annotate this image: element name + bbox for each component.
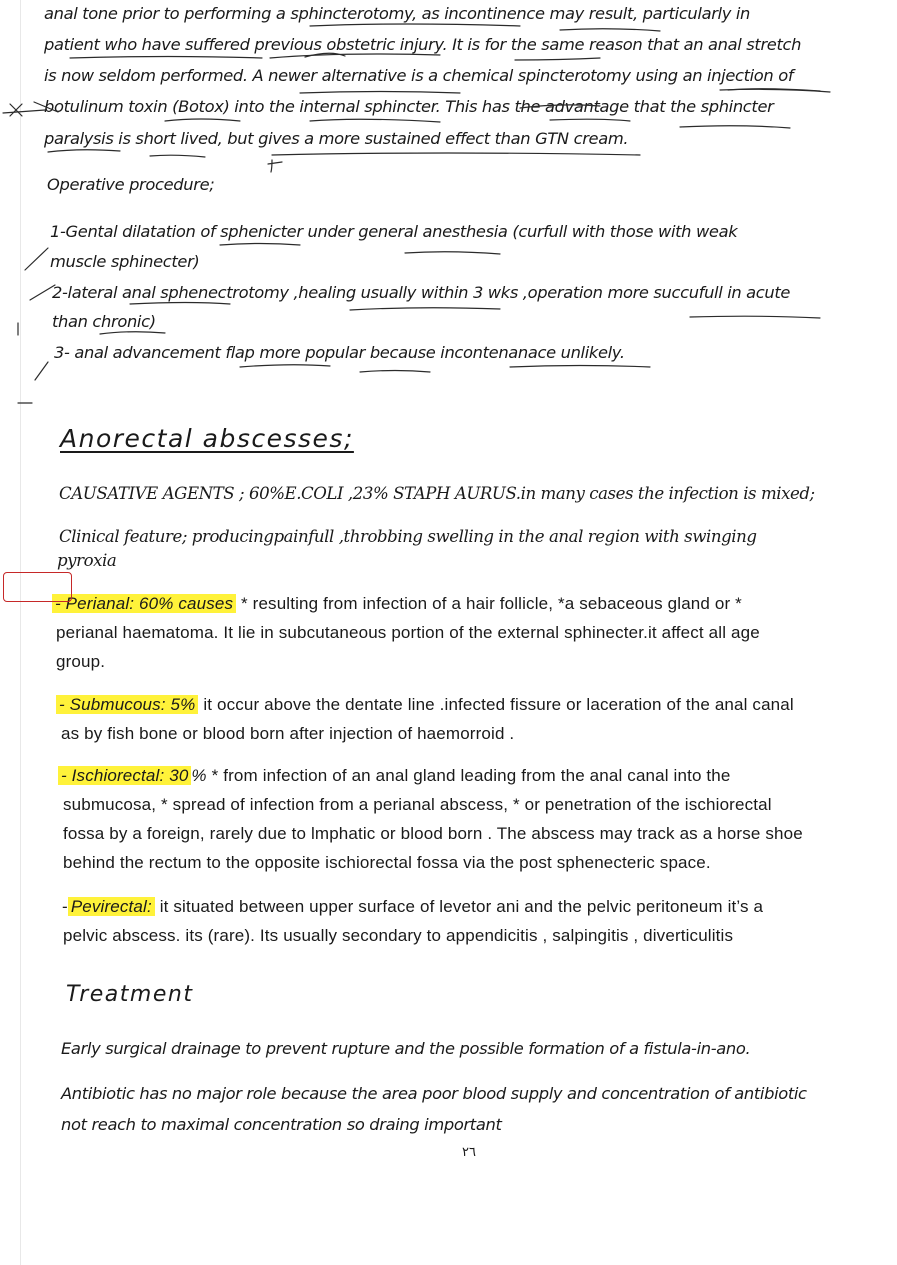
pelvirectal-line-1 — [62, 897, 763, 917]
perianal-line-1 — [52, 594, 742, 614]
operative-heading: Operative procedure; — [47, 175, 215, 194]
operative-item-2-line-2: than chronic) — [52, 312, 156, 331]
ischiorectal-text: * from infection of an anal gland leading from the anal canal into the — [211, 766, 731, 785]
pelvirectal-text: it situated between upper surface of levetor ani and the pelvic peritoneum it’s a — [159, 897, 764, 916]
clinical-feature-line-2: pyroxia — [57, 551, 117, 570]
top-paragraph-line-2: patient who have suffered previous obstetric injury. It is for the same reason that an anal stretch — [44, 35, 802, 54]
ischiorectal-line-2: submucosa, * spread of infection from a perianal abscess, * or penetration of the ischiorectal — [63, 795, 772, 814]
top-paragraph-line-4: botulinum toxin (Botox) into the internal sphincter. This has the advantage that the sphincter — [44, 97, 774, 116]
ischiorectal-highlight: - Ischiorectal: 30 — [58, 766, 191, 785]
submucous-line-2: as by fish bone or blood born after injection of haemorroid . — [61, 724, 515, 743]
top-paragraph-line-5: paralysis is short lived, but gives a more sustained effect than GTN cream. — [44, 129, 629, 148]
page-edge — [20, 0, 21, 1265]
annotation-box — [3, 572, 72, 602]
ischiorectal-percent: % — [191, 766, 207, 785]
ischiorectal-line-1 — [58, 766, 731, 786]
treatment-title: Treatment — [66, 982, 194, 1007]
abscess-title: Anorectal abscesses; — [60, 424, 354, 453]
top-paragraph-line-3: is now seldom performed. A newer alternative is a chemical spincterotomy using an injection of — [44, 66, 794, 85]
perianal-line-3: group. — [56, 652, 106, 671]
page-number: ٢٦ — [462, 1145, 476, 1160]
pelvirectal-highlight: Pevirectal: — [68, 897, 155, 916]
perianal-text: * resulting from infection of a hair follicle, *a sebaceous gland or * — [241, 594, 742, 613]
pelvirectal-dash: - — [62, 897, 68, 916]
clinical-feature-line-1: Clinical feature; producingpainfull ,throbbing swelling in the anal region with swinging — [59, 527, 757, 546]
pelvirectal-line-2: pelvic abscess. its (rare). Its usually secondary to appendicitis , salpingitis , diverticulitis — [63, 926, 734, 945]
perianal-highlight: - Perianal: 60% causes — [52, 594, 236, 613]
operative-item-3: 3- anal advancement flap more popular because incontenanace unlikely. — [54, 343, 625, 362]
ischiorectal-line-4: behind the rectum to the opposite ischiorectal fossa via the post sphenecteric space. — [63, 853, 711, 872]
ischiorectal-line-3: fossa by a foreign, rarely due to lmphatic or blood born . The abscess may track as a horse shoe — [63, 824, 803, 843]
perianal-line-2: perianal haematoma. It lie in subcutaneous portion of the external sphinecter.it affect all age — [56, 623, 760, 642]
operative-item-2-line-1: 2-lateral anal sphenectrotomy ,healing usually within 3 wks ,operation more succufull in acute — [52, 283, 791, 302]
operative-item-1-line-2: muscle sphinecter) — [50, 252, 200, 271]
treatment-paragraph-2-line-2: not reach to maximal concentration so draing important — [61, 1115, 502, 1134]
top-paragraph-line-1: anal tone prior to performing a sphincterotomy, as incontinence may result, particularly in — [44, 4, 750, 23]
treatment-paragraph-2-line-1: Antibiotic has no major role because the area poor blood supply and concentration of antibiotic — [61, 1084, 807, 1103]
treatment-paragraph-1: Early surgical drainage to prevent rupture and the possible formation of a fistula-in-ano. — [61, 1039, 751, 1058]
operative-item-1-line-1: 1-Gental dilatation of sphenicter under general anesthesia (curfull with those with weak — [50, 222, 738, 241]
submucous-text: it occur above the dentate line .infected fissure or laceration of the anal canal — [203, 695, 794, 714]
causative-agents: CAUSATIVE AGENTS ; 60%E.COLI ,23% STAPH AURUS.in many cases the infection is mixed; — [59, 484, 815, 503]
submucous-line-1 — [56, 695, 794, 715]
submucous-highlight: - Submucous: 5% — [56, 695, 198, 714]
